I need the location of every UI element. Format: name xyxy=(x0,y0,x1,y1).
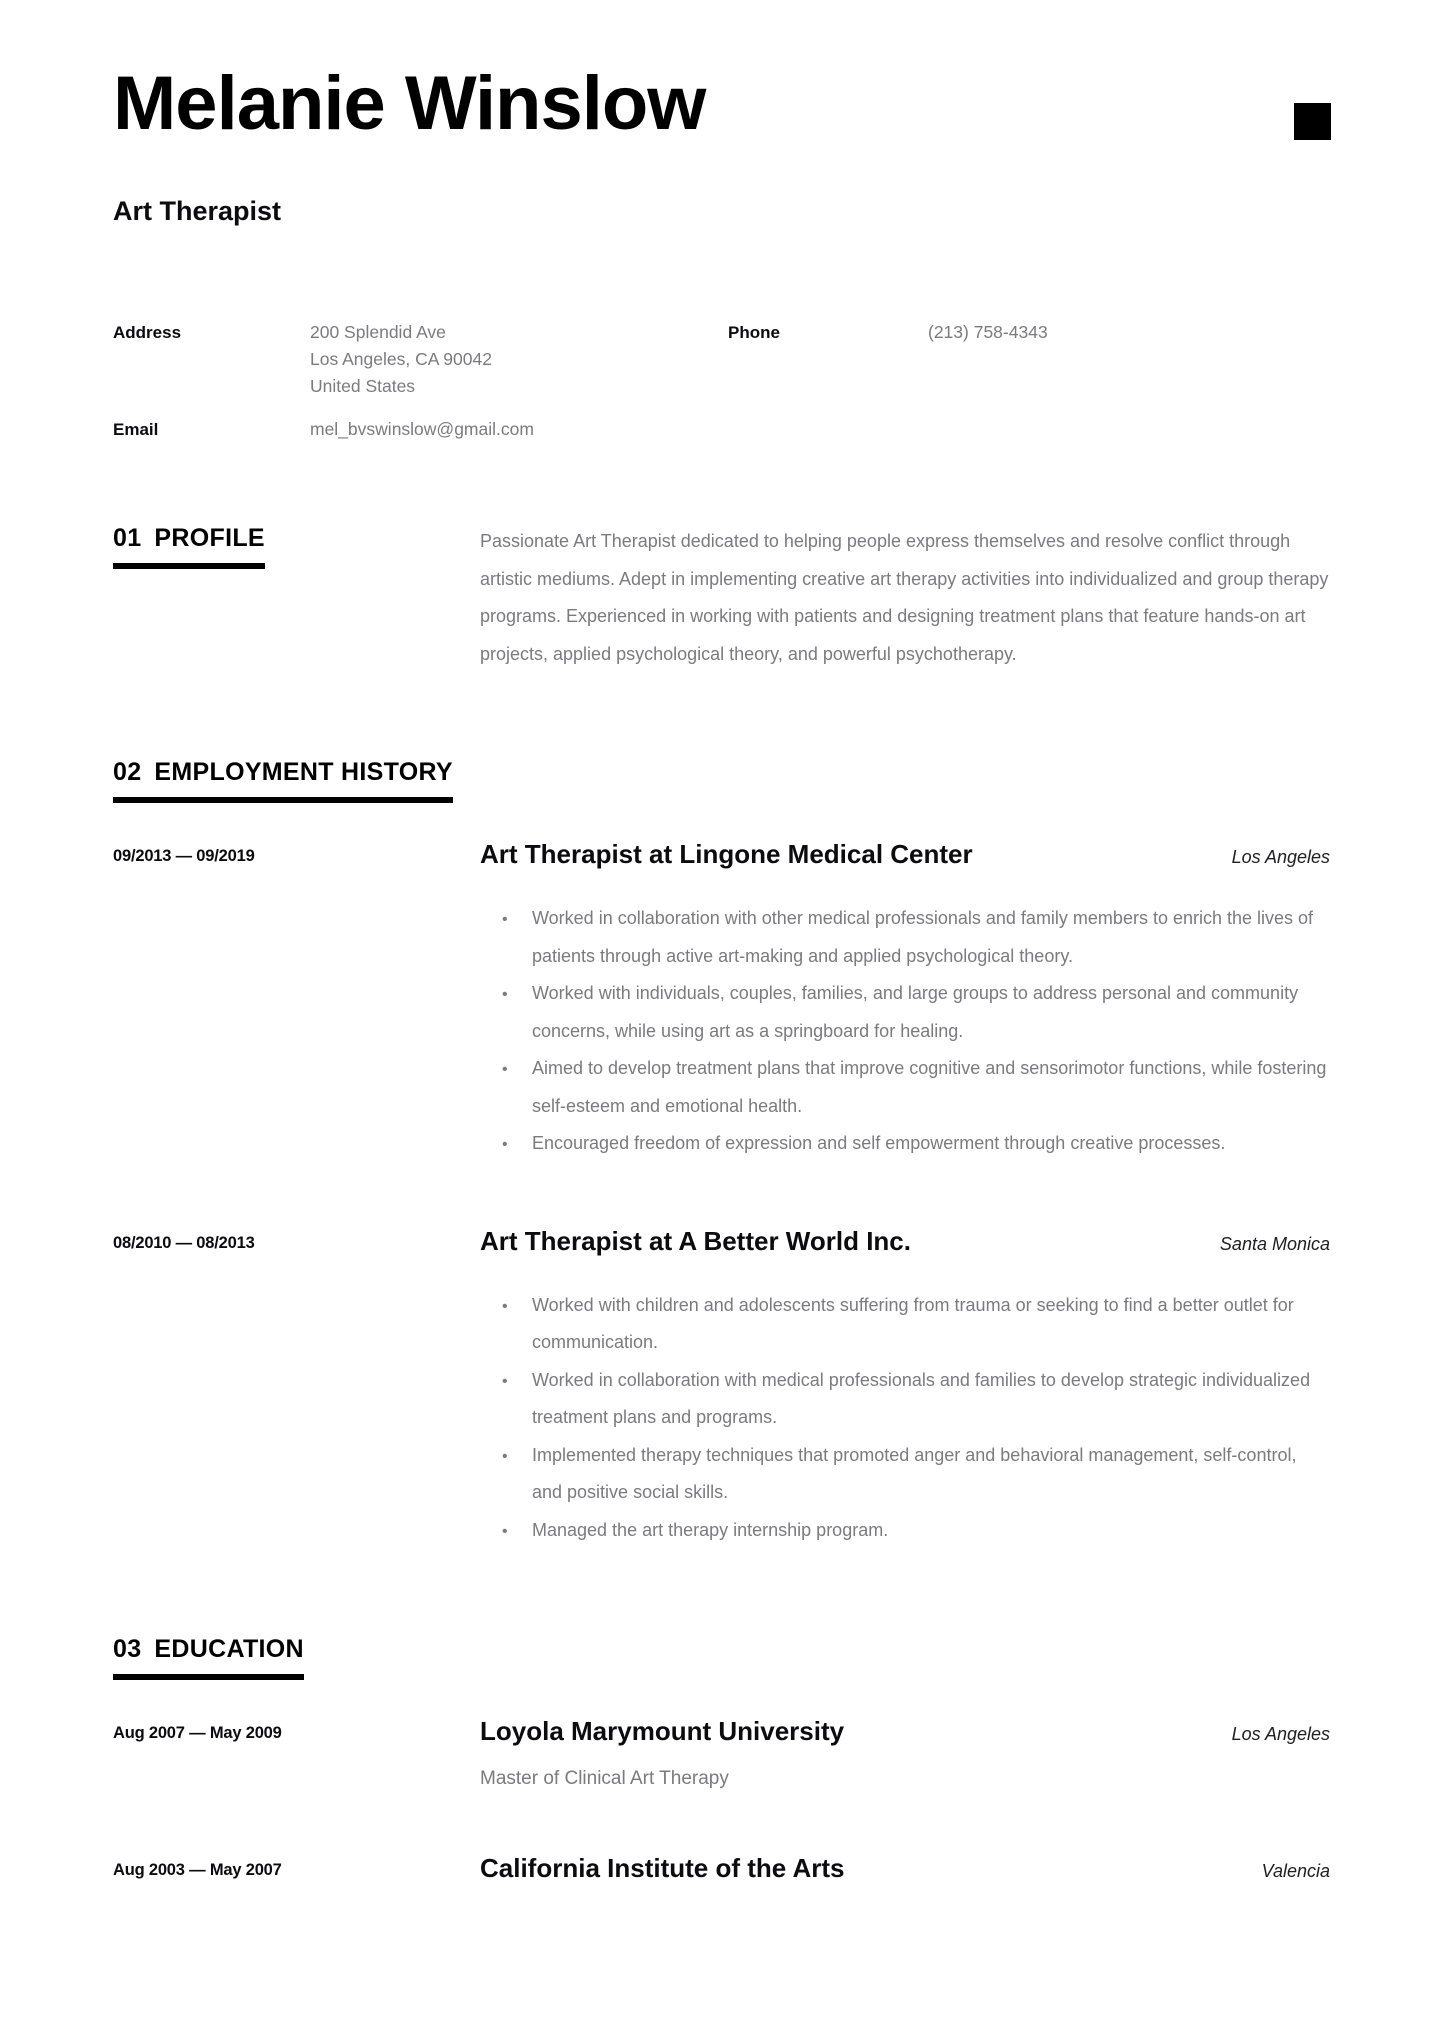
address-label: Address xyxy=(113,323,182,342)
employment-heading xyxy=(113,757,453,803)
bullet-text: Implemented therapy techniques that promoted anger and behavioral management, self-control, and positive social skills. xyxy=(532,1444,1297,1502)
profile-heading xyxy=(113,523,265,569)
bullet-dot-icon xyxy=(480,1125,532,1164)
education-entry xyxy=(113,1853,1330,1883)
job-main xyxy=(480,1226,1330,1551)
profile-heading-cell xyxy=(113,523,480,673)
bullet-dot-icon xyxy=(480,1287,532,1362)
job-entry xyxy=(113,1226,1330,1551)
job-header xyxy=(480,1226,1330,1256)
bullet-dot-icon xyxy=(480,1512,532,1551)
education-section xyxy=(113,1634,1330,1883)
education-school: Loyola Marymount University xyxy=(480,1716,845,1746)
job-title: Art Therapist at A Better World Inc. xyxy=(480,1225,911,1256)
bullet-text: Encouraged freedom of expression and self empowerment through creative processes. xyxy=(532,1133,1226,1153)
profile-section-title: PROFILE xyxy=(154,524,265,552)
bullet-item xyxy=(480,975,1330,1050)
bullet-item xyxy=(480,1125,1330,1164)
education-main xyxy=(480,1853,1330,1883)
bullet-item xyxy=(480,900,1330,975)
education-degree: Master of Clinical Art Therapy xyxy=(480,1768,729,1789)
bullet-text: Worked with individuals, couples, families, and large groups to address personal and community concerns, while using art as a springboard for healing. xyxy=(532,983,1299,1041)
bullet-text: Worked in collaboration with medical professionals and families to develop strategic individualized treatment plans and programs. xyxy=(532,1369,1311,1427)
address-line-3: United States xyxy=(310,376,416,396)
profile-section xyxy=(113,523,1330,673)
job-header xyxy=(480,839,1330,869)
employment-section xyxy=(113,757,1330,1550)
address-value xyxy=(310,319,728,400)
phone-label: Phone xyxy=(728,323,780,342)
job-entry xyxy=(113,839,1330,1164)
education-dates: Aug 2007 — May 2009 xyxy=(113,1724,282,1742)
job-city: Santa Monica xyxy=(1219,1233,1330,1254)
resume-name: Melanie Winslow xyxy=(113,61,706,146)
education-header xyxy=(480,1853,1330,1883)
profile-body-cell xyxy=(480,523,1330,673)
bullet-text: Worked with children and adolescents suffering from trauma or seeking to find a better outlet for communication. xyxy=(532,1294,1294,1352)
bullet-text: Managed the art therapy internship program. xyxy=(532,1519,889,1540)
profile-section-number: 01 xyxy=(113,524,142,552)
bullet-item xyxy=(480,1512,1330,1551)
bullet-dot-icon xyxy=(480,1050,532,1125)
employment-section-title: EMPLOYMENT HISTORY xyxy=(154,758,453,786)
accent-square-icon xyxy=(1294,103,1331,140)
education-dates: Aug 2003 — May 2007 xyxy=(113,1861,282,1879)
address-line-2: Los Angeles, CA 90042 xyxy=(310,349,492,369)
job-title: Art Therapist at Lingone Medical Center xyxy=(480,839,973,869)
education-section-number: 03 xyxy=(113,1635,142,1663)
job-list xyxy=(113,839,1330,1550)
education-section-title: EDUCATION xyxy=(154,1635,304,1663)
bullet-text: Worked in collaboration with other medical professionals and family members to enrich the lives of patients through active art-making and applied psychological theory. xyxy=(532,908,1314,966)
job-bullet-list xyxy=(480,1287,1330,1551)
education-entry xyxy=(113,1716,1330,1791)
bullet-text: Aimed to develop treatment plans that improve cognitive and sensorimotor functions, while fostering self-esteem and emotional health. xyxy=(532,1058,1327,1116)
job-city: Los Angeles xyxy=(1231,847,1330,867)
education-heading xyxy=(113,1634,304,1680)
education-city: Los Angeles xyxy=(1231,1724,1330,1744)
education-city: Valencia xyxy=(1261,1861,1330,1881)
bullet-item xyxy=(480,1437,1330,1512)
bullet-dot-icon xyxy=(480,975,532,1050)
job-bullet-list xyxy=(480,900,1330,1164)
resume-job-title: Art Therapist xyxy=(113,196,282,226)
bullet-dot-icon xyxy=(480,1362,532,1437)
bullet-item xyxy=(480,1050,1330,1125)
contact-block xyxy=(113,319,1330,443)
bullet-item xyxy=(480,1362,1330,1437)
address-line-1: 200 Splendid Ave xyxy=(310,322,446,342)
job-main xyxy=(480,839,1330,1164)
email-label: Email xyxy=(113,420,159,439)
employment-section-number: 02 xyxy=(113,758,142,786)
bullet-dot-icon xyxy=(480,900,532,975)
education-main xyxy=(480,1716,1330,1791)
job-dates: 08/2010 — 08/2013 xyxy=(113,1233,255,1252)
bullet-item xyxy=(480,1287,1330,1362)
bullet-dot-icon xyxy=(480,1437,532,1512)
email-value: mel_bvswinslow@gmail.com xyxy=(310,419,534,439)
education-header xyxy=(480,1716,1330,1746)
job-dates: 09/2013 — 09/2019 xyxy=(113,847,255,865)
phone-value: (213) 758-4343 xyxy=(928,322,1048,342)
education-list xyxy=(113,1716,1330,1883)
profile-text: Passionate Art Therapist dedicated to helping people express themselves and resolve conflict through artistic mediums. Adept in implementing creative art therapy activities into individualized and group therapy programs. Experienced in working with patients and designing treatment plans that feature hands-on art projects, applied psychological theory, and powerful psychotherapy. xyxy=(480,531,1329,664)
education-school: California Institute of the Arts xyxy=(480,1853,845,1883)
